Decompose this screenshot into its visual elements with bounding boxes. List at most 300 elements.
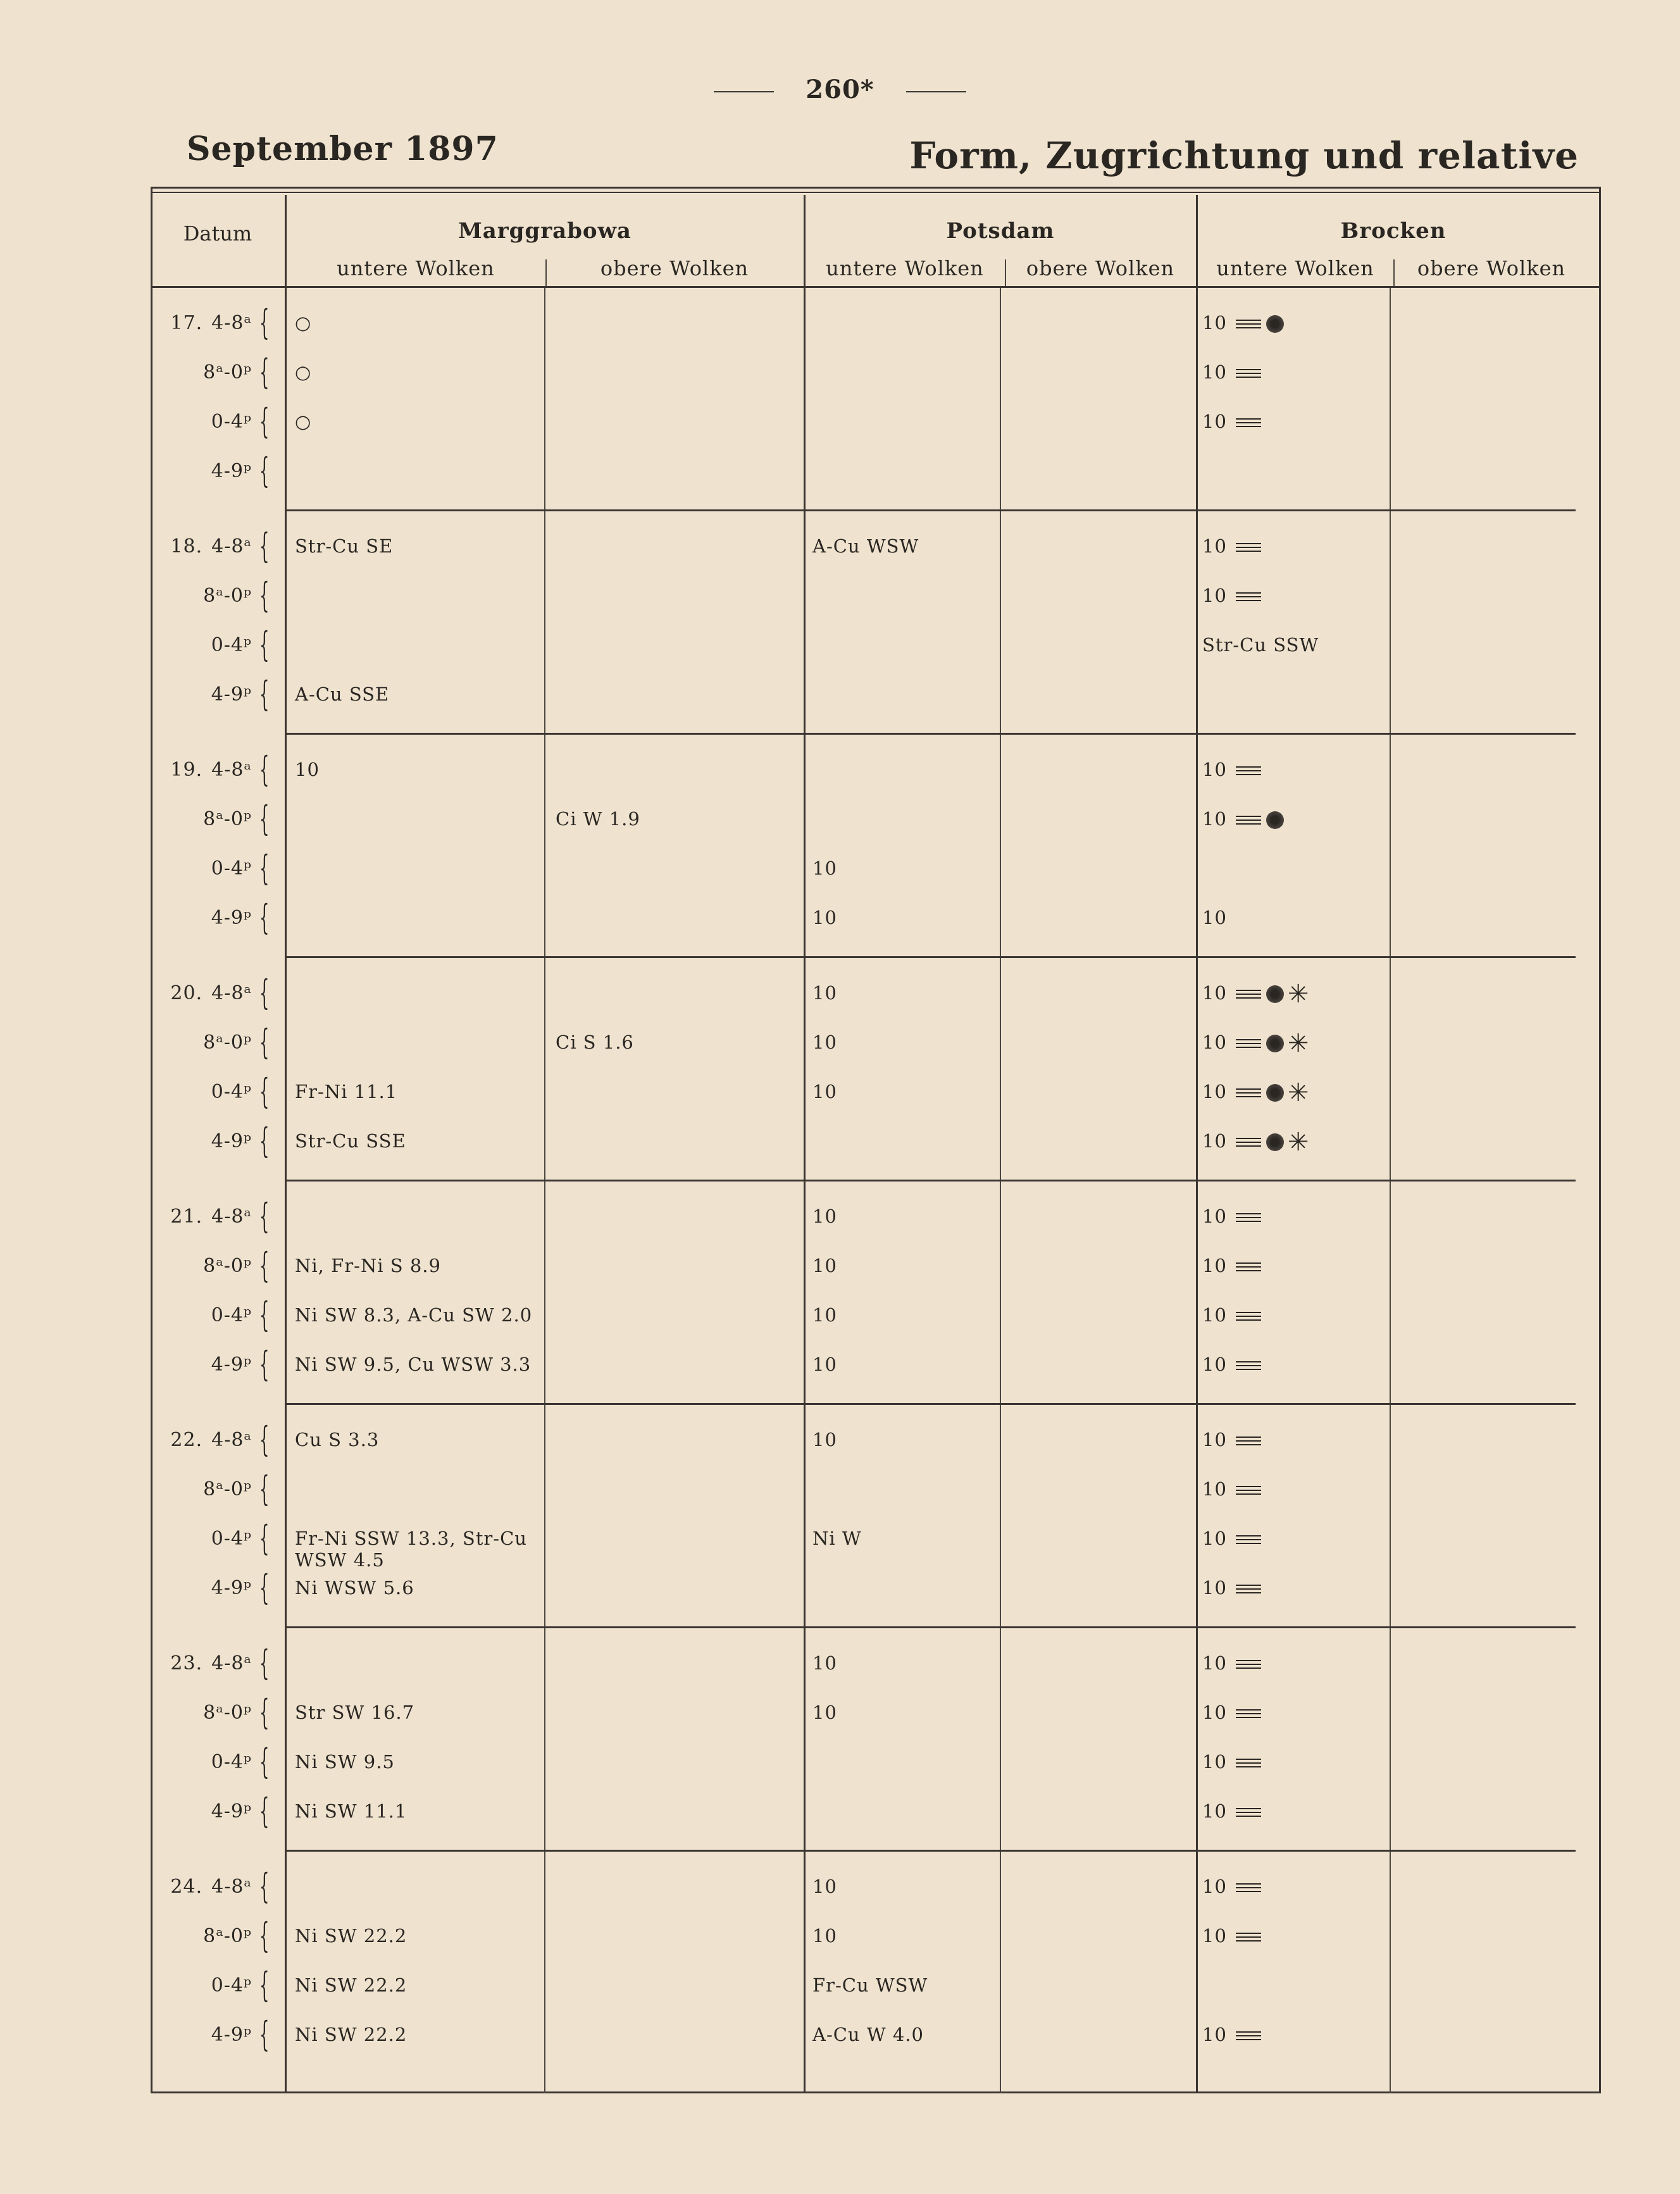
table-row (151, 1069, 1601, 1119)
day-label: 18. (170, 535, 203, 558)
fog-icon (1236, 2031, 1261, 2040)
fog-icon (1236, 418, 1261, 427)
table-row (151, 971, 1601, 1020)
cell-brocken-lower (1202, 1800, 1261, 1822)
cell-marggrabowa-lower (295, 1304, 548, 1326)
cell-brocken-lower (1202, 1478, 1261, 1500)
sub-title-marggrabowa-upper: obere Wolken (600, 256, 749, 280)
table-frame-double-line (151, 192, 1601, 193)
time-label (151, 1577, 252, 1599)
cell-text: Ni, Fr-Ni S 8.9 (295, 1255, 441, 1276)
day-label: 17. (170, 312, 203, 334)
brace-mark: { (259, 1022, 270, 1062)
brace-mark: { (259, 2014, 270, 2054)
time-range: 4-8ᵃ (211, 535, 252, 558)
cell-brocken-lower (1202, 1206, 1261, 1227)
fog-icon (1236, 1039, 1261, 1048)
day-label: 19. (170, 759, 203, 781)
time-label (151, 361, 252, 383)
time-range: 4-8ᵃ (211, 982, 252, 1004)
cell-text: 10 (1202, 1081, 1227, 1102)
cell-text: Ci S 1.6 (556, 1032, 634, 1053)
cell-brocken-lower (1202, 1304, 1261, 1326)
cell-potsdam-lower (812, 1255, 837, 1276)
cell-text: Fr-Ni 11.1 (295, 1081, 398, 1102)
cell-text: Ni W (812, 1528, 862, 1549)
time-range: 4-9ᵖ (211, 460, 252, 482)
table-row (151, 1864, 1601, 1914)
day-label: 23. (170, 1652, 203, 1674)
cell-potsdam-lower (812, 1925, 837, 1947)
time-range: 4-8ᵃ (211, 1652, 252, 1674)
table-row (151, 846, 1601, 895)
time-range: 8ᵃ-0ᵖ (203, 1032, 252, 1054)
cell-marggrabowa-upper (556, 808, 640, 830)
cell-marggrabowa-lower (295, 683, 548, 705)
cell-text: ○ (295, 411, 312, 432)
table-row (151, 1342, 1601, 1392)
brace-mark: { (259, 749, 270, 789)
cell-marggrabowa-lower (295, 1081, 548, 1102)
brace-mark: { (259, 1692, 270, 1732)
fog-icon (1236, 1585, 1261, 1593)
cell-text: 10 (812, 1304, 837, 1326)
fog-icon (1236, 816, 1261, 825)
cell-text: 10 (1202, 1255, 1227, 1276)
brace-mark: { (259, 1518, 270, 1558)
cell-text: 10 (812, 857, 837, 879)
cell-potsdam-lower (812, 1206, 837, 1227)
cell-marggrabowa-lower (295, 1528, 548, 1571)
cell-text: 10 (1202, 907, 1227, 928)
time-label (151, 2024, 252, 2046)
cell-potsdam-lower (812, 535, 919, 557)
time-range: 8ᵃ-0ᵖ (203, 361, 252, 383)
brace-mark: { (259, 1866, 270, 1906)
table-row (151, 1566, 1601, 1615)
table-row (151, 1914, 1601, 1963)
time-label (151, 460, 252, 482)
table-row (151, 449, 1601, 498)
time-range: 4-9ᵖ (211, 1577, 252, 1599)
cell-marggrabowa-upper (556, 1032, 634, 1053)
brace-mark: { (259, 799, 270, 838)
cell-potsdam-lower (812, 1081, 837, 1102)
time-range: 0-4ᵖ (211, 1974, 252, 1997)
sub-title-potsdam-lower: untere Wolken (826, 256, 984, 280)
time-range: 8ᵃ-0ᵖ (203, 1478, 252, 1500)
cell-text: 10 (812, 1255, 837, 1276)
time-range: 4-9ᵖ (211, 1130, 252, 1152)
time-range: 0-4ᵖ (211, 1081, 252, 1103)
time-label (151, 1429, 252, 1451)
brace-mark: { (259, 625, 270, 664)
cell-text: 10 (1202, 982, 1227, 1004)
table-row (151, 2012, 1601, 2062)
cell-text: 10 (1202, 585, 1227, 606)
table-row (151, 350, 1601, 399)
day-block (151, 1181, 1601, 1405)
cell-text: Str SW 16.7 (295, 1702, 415, 1723)
table-row (151, 399, 1601, 449)
cell-marggrabowa-lower (295, 1577, 548, 1599)
time-label (151, 808, 252, 830)
day-block (151, 735, 1601, 958)
fog-icon (1236, 1138, 1261, 1147)
cell-brocken-lower (1202, 411, 1261, 432)
cell-marggrabowa-lower (295, 1130, 548, 1152)
cell-brocken-lower (1202, 980, 1310, 1009)
time-range: 4-9ᵖ (211, 907, 252, 929)
brace-mark: { (259, 1419, 270, 1459)
time-label (151, 1876, 252, 1898)
brace-mark: { (259, 1643, 270, 1683)
cell-text: Ni SW 22.2 (295, 1925, 408, 1947)
time-label (151, 1354, 252, 1376)
day-block (151, 288, 1601, 511)
table-row (151, 1690, 1601, 1740)
cell-text: 10 (1202, 1528, 1227, 1549)
cell-text: Ni SW 22.2 (295, 1974, 408, 1996)
fog-icon (1236, 766, 1261, 775)
time-range: 8ᵃ-0ᵖ (203, 1255, 252, 1277)
cell-potsdam-lower (812, 1304, 837, 1326)
cell-potsdam-lower (812, 1702, 837, 1723)
table-row (151, 301, 1601, 350)
cell-text: Ni SW 22.2 (295, 2024, 408, 2045)
fog-icon (1236, 369, 1261, 378)
cell-brocken-lower (1202, 634, 1319, 656)
page-number-text: 260* (806, 75, 874, 104)
day-label: 21. (170, 1206, 203, 1228)
sub-title-brocken-lower: untere Wolken (1216, 256, 1374, 280)
cell-brocken-lower (1202, 312, 1284, 333)
time-label (151, 1130, 252, 1152)
rain-icon (1266, 985, 1284, 1003)
fog-icon (1236, 1213, 1261, 1222)
brace-mark: { (259, 897, 270, 937)
cell-potsdam-lower (812, 1429, 837, 1450)
cell-marggrabowa-lower (295, 1800, 548, 1822)
day-block (151, 1405, 1601, 1628)
time-label (151, 1081, 252, 1103)
time-range: 4-8ᵃ (211, 759, 252, 781)
fog-icon (1236, 592, 1261, 601)
cell-text: 10 (1202, 1652, 1227, 1674)
time-label (151, 1206, 252, 1228)
cell-brocken-lower (1202, 1128, 1310, 1157)
table-row (151, 1194, 1601, 1243)
cell-text: Ni SW 11.1 (295, 1800, 408, 1822)
time-label (151, 907, 252, 929)
cell-text: 10 (1202, 2024, 1227, 2045)
time-range: 0-4ᵖ (211, 634, 252, 656)
time-label (151, 1032, 252, 1054)
cell-text: ○ (295, 312, 312, 333)
cell-potsdam-lower (812, 2024, 924, 2045)
group-title-potsdam: Potsdam (946, 218, 1055, 244)
time-range: 0-4ᵖ (211, 411, 252, 433)
cell-marggrabowa-lower (295, 1702, 548, 1723)
cell-text: A-Cu SSE (295, 683, 390, 705)
brace-mark: { (259, 401, 270, 441)
cell-brocken-lower (1202, 1702, 1261, 1723)
cell-text: 10 (812, 1702, 837, 1723)
cell-marggrabowa-lower (295, 1354, 548, 1375)
time-range: 8ᵃ-0ᵖ (203, 1702, 252, 1724)
cell-brocken-lower (1202, 907, 1227, 928)
cell-text: 10 (1202, 808, 1227, 830)
cell-text: A-Cu W 4.0 (812, 2024, 924, 2045)
brace-mark: { (259, 352, 270, 392)
cell-potsdam-lower (812, 1032, 837, 1053)
time-label (151, 1255, 252, 1277)
cell-marggrabowa-lower (295, 312, 548, 333)
day-label: 22. (170, 1429, 203, 1451)
time-label (151, 683, 252, 706)
fog-icon (1236, 1808, 1261, 1817)
cell-marggrabowa-lower (295, 1925, 548, 1947)
time-range: 8ᵃ-0ᵖ (203, 808, 252, 830)
day-block (151, 1628, 1601, 1852)
cell-text: 10 (1202, 1876, 1227, 1897)
time-label (151, 1925, 252, 1947)
cell-brocken-lower (1202, 808, 1284, 830)
cell-text: 10 (1202, 1702, 1227, 1723)
cell-text: 10 (1202, 759, 1227, 780)
cell-text: 10 (812, 1032, 837, 1053)
cell-text: Cu S 3.3 (295, 1429, 380, 1450)
cell-text: 10 (1202, 1354, 1227, 1375)
cell-marggrabowa-lower (295, 1974, 548, 1996)
cell-potsdam-lower (812, 1652, 837, 1674)
fog-icon (1236, 1361, 1261, 1370)
brace-mark: { (259, 1121, 270, 1161)
cell-text: Ci W 1.9 (556, 808, 640, 830)
time-label (151, 585, 252, 607)
table-row (151, 672, 1601, 721)
cell-brocken-lower (1202, 1354, 1261, 1375)
cell-text: 10 (812, 1876, 837, 1897)
table-row (151, 1020, 1601, 1069)
cell-brocken-lower (1202, 585, 1261, 606)
cell-text: 10 (1202, 1206, 1227, 1227)
brace-mark: { (259, 1965, 270, 2005)
cell-potsdam-lower (812, 982, 837, 1004)
brace-mark: { (259, 1469, 270, 1509)
fog-icon (1236, 1759, 1261, 1767)
cell-text: Ni WSW 5.6 (295, 1577, 414, 1599)
cell-potsdam-lower (812, 907, 837, 928)
rain-icon (1266, 315, 1284, 333)
cell-text: 10 (812, 907, 837, 928)
day-label: 20. (170, 982, 203, 1004)
cell-marggrabowa-lower (295, 2024, 548, 2045)
cell-brocken-lower (1202, 1652, 1261, 1674)
cell-brocken-lower (1202, 1429, 1261, 1450)
table-row (151, 895, 1601, 945)
cell-brocken-lower (1202, 1925, 1261, 1947)
cell-text: 10 (1202, 1304, 1227, 1326)
cell-text: 10 (812, 1081, 837, 1102)
brace-mark: { (259, 1245, 270, 1285)
time-range: 4-9ᵖ (211, 1800, 252, 1823)
table-row (151, 797, 1601, 846)
group-title-brocken: Brocken (1340, 218, 1447, 244)
cell-text: Ni SW 9.5, Cu WSW 3.3 (295, 1354, 532, 1375)
brace-mark: { (259, 1568, 270, 1607)
rain-icon (1266, 1035, 1284, 1052)
table-row (151, 1641, 1601, 1690)
table-row (151, 1789, 1601, 1838)
page-number-dash-left (714, 91, 774, 92)
brace-mark: { (259, 1196, 270, 1236)
cell-brocken-lower (1202, 1078, 1310, 1107)
brace-mark: { (259, 848, 270, 888)
cell-brocken-lower (1202, 1255, 1261, 1276)
cell-text: 10 (1202, 1925, 1227, 1947)
rain-icon (1266, 1084, 1284, 1102)
fog-icon (1236, 1660, 1261, 1669)
brace-mark: { (259, 1742, 270, 1781)
time-range: 4-8ᵃ (211, 1876, 252, 1898)
cell-brocken-lower (1202, 1029, 1310, 1058)
fog-icon (1236, 1709, 1261, 1718)
time-label (151, 1528, 252, 1550)
time-range: 8ᵃ-0ᵖ (203, 585, 252, 607)
cell-potsdam-lower (812, 1974, 928, 1996)
table-row (151, 1418, 1601, 1467)
brace-mark: { (259, 1791, 270, 1831)
time-label (151, 1974, 252, 1997)
table-row (151, 623, 1601, 672)
cell-brocken-lower (1202, 1577, 1261, 1599)
table-row (151, 1243, 1601, 1293)
cell-brocken-lower (1202, 759, 1261, 780)
cell-text: 10 (1202, 1751, 1227, 1773)
time-label (151, 982, 252, 1004)
cell-text: Ni SW 8.3, A-Cu SW 2.0 (295, 1304, 533, 1326)
cell-text: Str-Cu SSW (1202, 634, 1319, 656)
brace-mark: { (259, 575, 270, 615)
time-range: 0-4ᵖ (211, 1304, 252, 1326)
header-month: September 1897 (187, 130, 499, 168)
fog-icon (1236, 543, 1261, 552)
cell-text: ○ (295, 361, 312, 383)
time-range: 4-9ᵖ (211, 2024, 252, 2046)
time-label (151, 1702, 252, 1724)
time-range: 4-8ᵃ (211, 1206, 252, 1228)
cell-text: 10 (1202, 1478, 1227, 1500)
brace-mark: { (259, 451, 270, 490)
header-title: Form, Zugrichtung und relative (909, 134, 1579, 177)
table-row (151, 524, 1601, 573)
day-block (151, 958, 1601, 1181)
cell-brocken-lower (1202, 1751, 1261, 1773)
cell-text: 10 (1202, 411, 1227, 432)
cell-potsdam-lower (812, 1528, 862, 1549)
time-label (151, 759, 252, 781)
time-range: 4-8ᵃ (211, 312, 252, 334)
snow-icon: ✳ (1287, 1128, 1310, 1157)
cell-text: 10 (812, 1652, 837, 1674)
table-row (151, 1740, 1601, 1789)
time-range: 4-8ᵃ (211, 1429, 252, 1451)
table-row (151, 1516, 1601, 1571)
fog-icon (1236, 1312, 1261, 1321)
brace-mark: { (259, 1344, 270, 1384)
time-label (151, 857, 252, 880)
time-range: 0-4ᵖ (211, 1751, 252, 1773)
cell-text: 10 (1202, 1577, 1227, 1599)
cell-text: 10 (1202, 312, 1227, 333)
group-title-marggrabowa: Marggrabowa (458, 218, 632, 244)
fog-icon (1236, 1088, 1261, 1097)
table-row (151, 1467, 1601, 1516)
cell-potsdam-lower (812, 1354, 837, 1375)
time-label (151, 411, 252, 433)
cell-potsdam-lower (812, 1876, 837, 1897)
time-label (151, 1652, 252, 1674)
cell-text: 10 (1202, 1032, 1227, 1053)
cell-text: 10 (812, 1206, 837, 1227)
brace-mark: { (259, 1295, 270, 1335)
fog-icon (1236, 1883, 1261, 1892)
brace-mark: { (259, 526, 270, 566)
cell-brocken-lower (1202, 1528, 1261, 1549)
cell-marggrabowa-lower (295, 1255, 548, 1276)
brace-mark: { (259, 1071, 270, 1111)
cell-text: Fr-Ni SSW 13.3, Str-Cu WSW 4.5 (295, 1528, 527, 1571)
time-range: 0-4ᵖ (211, 1528, 252, 1550)
cell-marggrabowa-lower (295, 411, 548, 432)
cell-marggrabowa-lower (295, 361, 548, 383)
time-label (151, 1304, 252, 1326)
cell-marggrabowa-lower (295, 535, 548, 557)
day-block (151, 1852, 1601, 2075)
fog-icon (1236, 1535, 1261, 1544)
snow-icon: ✳ (1287, 1029, 1310, 1058)
day-label: 24. (170, 1876, 203, 1898)
cell-text: 10 (1202, 535, 1227, 557)
time-label (151, 1800, 252, 1823)
brace-mark: { (259, 302, 270, 342)
cell-brocken-lower (1202, 361, 1261, 383)
time-range: 0-4ᵖ (211, 857, 252, 880)
cell-text: 10 (1202, 361, 1227, 383)
time-label (151, 634, 252, 656)
rain-icon (1266, 811, 1284, 829)
time-label (151, 1751, 252, 1773)
time-label (151, 312, 252, 334)
fog-icon (1236, 990, 1261, 999)
table-row (151, 747, 1601, 797)
time-range: 4-9ᵖ (211, 683, 252, 706)
sub-title-potsdam-upper: obere Wolken (1026, 256, 1175, 280)
brace-mark: { (259, 973, 270, 1013)
time-range: 4-9ᵖ (211, 1354, 252, 1376)
fog-icon (1236, 320, 1261, 328)
page-number-dash-right (906, 91, 966, 92)
cell-marggrabowa-lower (295, 1429, 548, 1450)
cell-text: Ni SW 9.5 (295, 1751, 395, 1773)
fog-icon (1236, 1933, 1261, 1942)
time-label (151, 1478, 252, 1500)
time-range: 8ᵃ-0ᵖ (203, 1925, 252, 1947)
snow-icon: ✳ (1287, 980, 1310, 1009)
time-label (151, 535, 252, 558)
cell-marggrabowa-lower (295, 1751, 548, 1773)
